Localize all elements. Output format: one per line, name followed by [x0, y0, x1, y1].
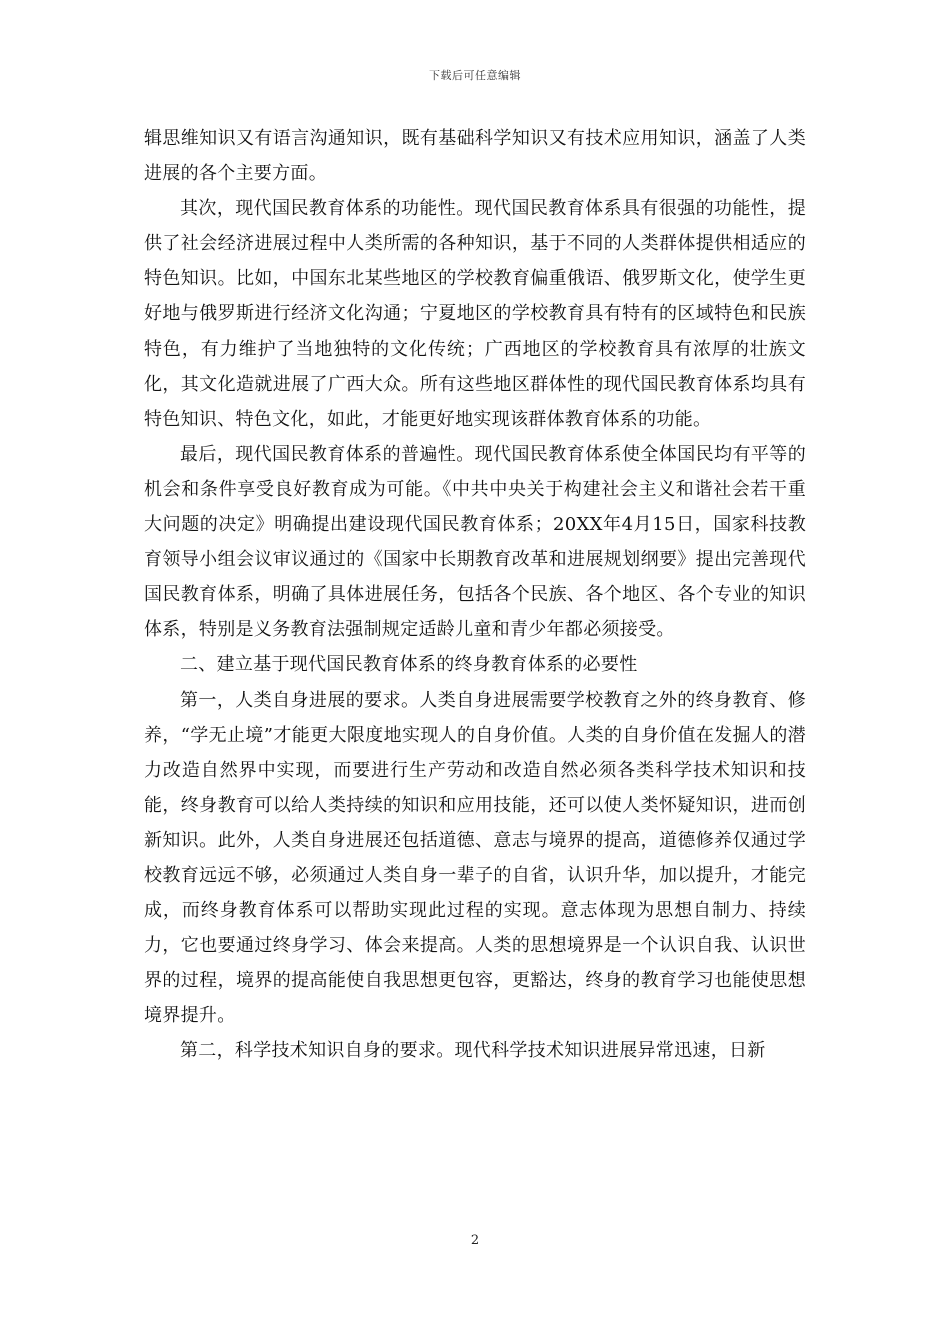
page-number: 2: [470, 1233, 480, 1248]
section-heading: 二、建立基于现代国民教育体系的终身教育体系的必要性: [180, 654, 638, 676]
paragraph-universality: 最后，现代国民教育体系的普遍性。现代国民教育体系使全体国民均有平等的机会和条件享受良好教育成为可能。《中共中央关于构建社会主义和谐社会若干重大问题的决定》明确提出建设现代国民教育体系；20XX年4月15日，国家科技教育领导小组会议审议通过的《国家中长期教育改革和进展规划纲要》提出完善现代国民教育体系，明确了具体进展任务，包括各个民族、各个地区、各个专业的知识体系，特别是义务教育法强制规定适龄儿童和青少年都必须接受。: [144, 443, 806, 641]
paragraph-functionality: 其次，现代国民教育体系的功能性。现代国民教育体系具有很强的功能性，提供了社会经济进展过程中人类所需的各种知识，基于不同的人类群体提供相适应的特色知识。比如，中国东北某些地区的学校教育偏重俄语、俄罗斯文化，使学生更好地与俄罗斯进行经济文化沟通；宁夏地区的学校教育具有特有的区域特色和民族特色，有力维护了当地独特的文化传统；广西地区的学校教育具有浓厚的壮族文化，其文化造就进展了广西大众。所有这些地区群体性的现代国民教育体系均具有特色知识、特色文化，如此，才能更好地实现该群体教育体系的功能。: [144, 198, 806, 430]
document-body: [144, 121, 806, 1069]
paragraph-first-reason: 第一，人类自身进展的要求。人类自身进展需要学校教育之外的终身教育、修养，“学无止境”才能更大限度地实现人的自身价值。人类的自身价值在发掘人的潜力改造自然界中实现，而要进行生产劳动和改造自然必须各类科学技术知识和技能，终身教育可以给人类持续的知识和应用技能，还可以使人类怀疑知识，进而创新知识。此外，人类自身进展还包括道德、意志与境界的提高，道德修养仅通过学校教育远远不够，必须通过人类自身一辈子的自省，认识升华，加以提升，才能完成，而终身教育体系可以帮助实现此过程的实现。意志体现为思想自制力、持续力，它也要通过终身学习、体会来提高。人类的思想境界是一个认识自我、认识世界的过程，境界的提高能使自我思想更包容，更豁达，终身的教育学习也能使思想境界提升。: [144, 689, 806, 1027]
paragraph-second-reason: 第二，科学技术知识自身的要求。现代科学技术知识进展异常迅速，日新: [180, 1040, 766, 1062]
page-header: 下载后可任意编辑: [429, 69, 521, 82]
paragraph-continuation: 辑思维知识又有语言沟通知识，既有基础科学知识又有技术应用知识，涵盖了人类进展的各个主要方面。: [144, 128, 806, 185]
